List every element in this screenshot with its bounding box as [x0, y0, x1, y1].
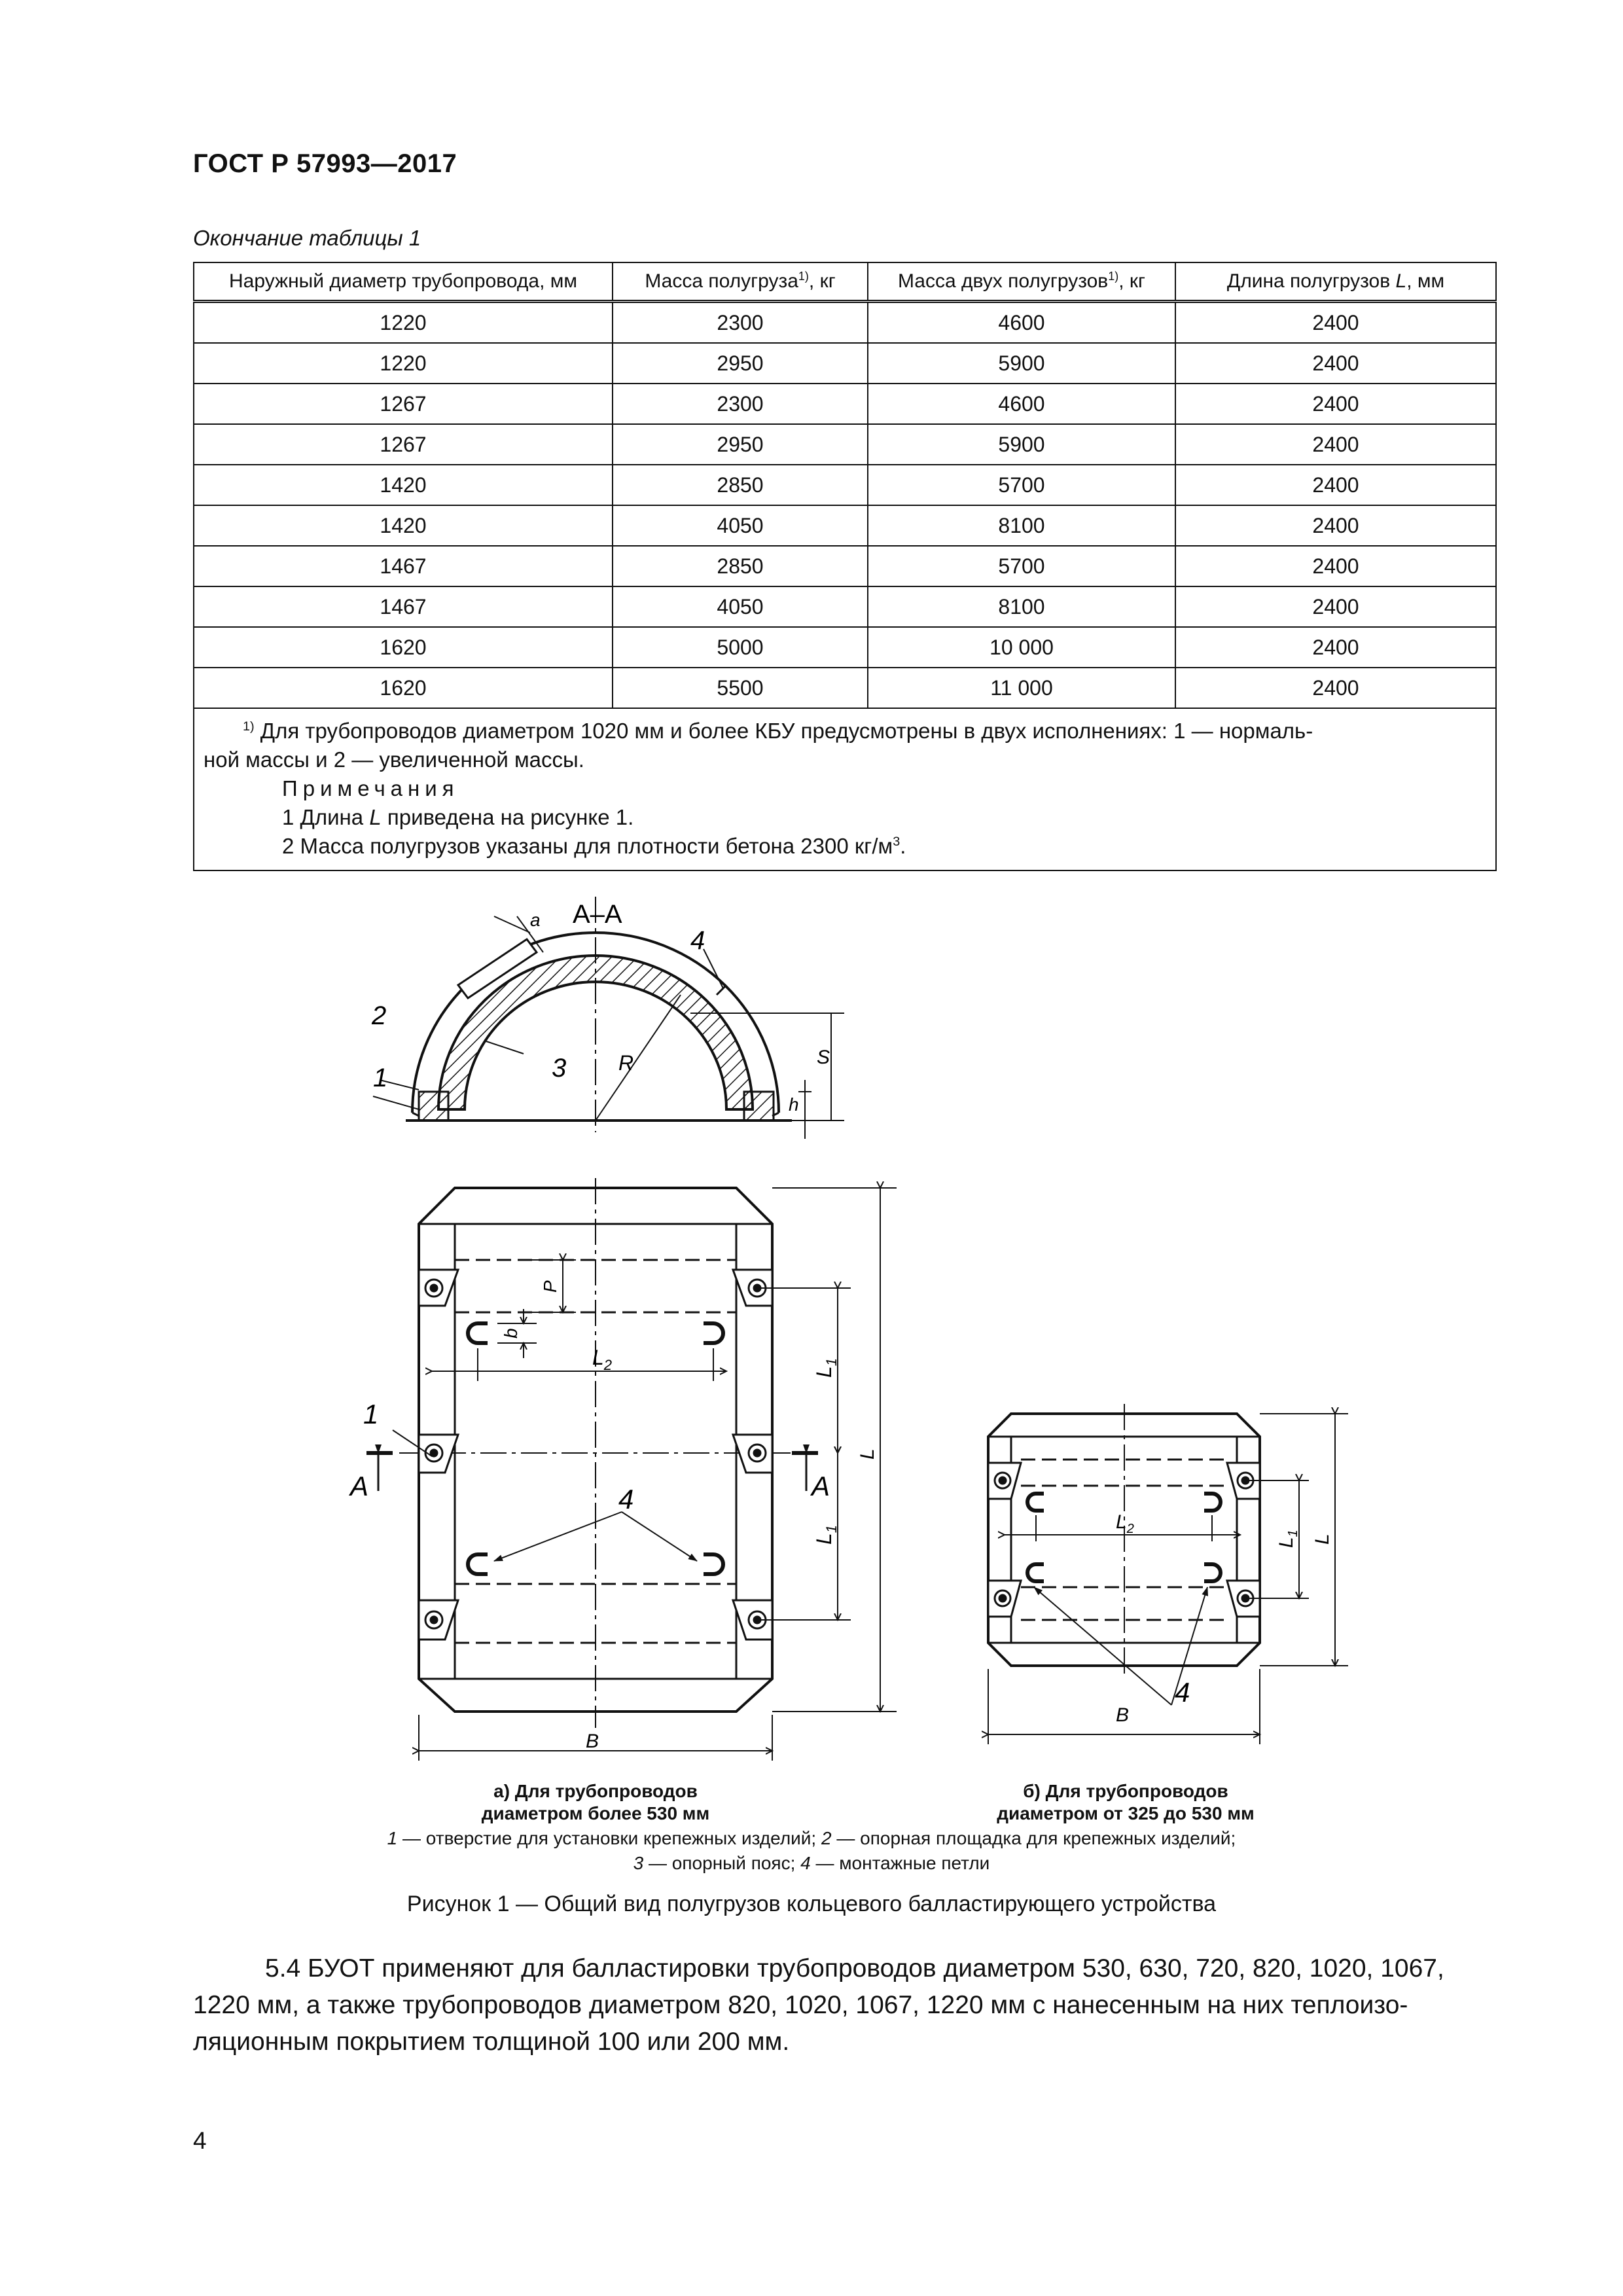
table-row: 1267 2950 5900 2400 [194, 424, 1496, 465]
dim-L-b: L [1311, 1534, 1333, 1545]
data-table [193, 262, 1497, 871]
dim-h: h [789, 1094, 799, 1115]
table-row: 1267 2300 4600 2400 [194, 384, 1496, 424]
dim-B-b: B [1116, 1704, 1130, 1726]
caption-b: б) Для трубопроводов диаметром от 325 до 530 мм [997, 1781, 1255, 1823]
dim-L2-b: $L_2$ [1116, 1511, 1134, 1536]
body-paragraph: 5.4 БУОТ применяют для балластировки трубопроводов диаметром 530, 630, 720, 820, 1020, 1067, 1220 мм, а также трубопроводов диаметром 820, 1020, 1067, 1220 мм с нанесенным на них теплоизо- ляционным покрытием толщиной 100 или 200 мм. [193, 1954, 1444, 2056]
table-row: 1620 5500 11 000 2400 [194, 668, 1496, 708]
table-row: 1467 4050 8100 2400 [194, 586, 1496, 627]
footnote-cont: ной массы и 2 — увеличенной массы. [204, 747, 584, 772]
header-mass-two: Масса двух полугрузов$^{1)}$, кг [868, 262, 1175, 302]
mounting-pad [733, 1435, 772, 1473]
dim-L2-a: $L_2$ [592, 1346, 613, 1373]
figure-legend: 1 — отверстие для установки крепежных изделий; 2 — опорная площадка для крепежных изделий; 3 — опорный пояс; 4 — монтажные петли [387, 1828, 1236, 1873]
caption-a: а) Для трубопроводов диаметром более 530 мм [481, 1781, 710, 1823]
figure-drawing [0, 877, 1623, 1820]
dim-L1-a-top: $L_1$ [812, 1357, 840, 1378]
label-4-plan: 4 [618, 1484, 634, 1515]
mounting-pad [988, 1463, 1021, 1499]
notes-title: Примечания [282, 776, 459, 800]
dim-b-a: b [501, 1328, 521, 1338]
note-1: 1 Длина L приведена на рисунке 1. [282, 805, 634, 829]
table-row: 1220 2300 4600 2400 [194, 302, 1496, 344]
header-diameter: Наружный диаметр трубопровода, мм [194, 262, 613, 302]
table-notes [194, 708, 1496, 870]
mounting-pad [419, 1600, 458, 1640]
document-header: ГОСТ Р 57993—2017 [193, 149, 457, 178]
dim-B-a: B [586, 1731, 599, 1752]
dim-L-a: L [857, 1448, 878, 1460]
footnote: $^{1)}$ Для трубопроводов диаметром 1020 мм и более КБУ предусмотрены в двух исполнениях: 1 — нормаль- [243, 719, 1313, 743]
section-view [373, 897, 844, 1139]
page-number: 4 [193, 2127, 207, 2154]
table-row: 1620 5000 10 000 2400 [194, 627, 1496, 668]
dim-L1-b: $L_1$ [1275, 1530, 1300, 1548]
dim-a: a [530, 910, 541, 930]
header-mass-half: Масса полугруза$^{1)}$, кг [613, 262, 868, 302]
dim-R: R [618, 1051, 634, 1075]
section-title: А–А [573, 900, 622, 929]
plan-view-a [399, 1178, 792, 1728]
dimensions-b [988, 1414, 1348, 1744]
label-A-right: A [812, 1471, 830, 1501]
table-notes-row [194, 708, 1496, 870]
header-length: Длина полугрузов L, мм [1175, 262, 1496, 302]
mounting-pad [419, 1270, 458, 1306]
label-1-section: 1 [373, 1064, 388, 1092]
figure-title: Рисунок 1 — Общий вид полугрузов кольцевого балластирующего устройства [406, 1892, 1217, 1916]
table-row: 1467 2850 5700 2400 [194, 546, 1496, 586]
mounting-pad [988, 1581, 1021, 1617]
table-header-row [194, 262, 1496, 302]
table-row: 1420 4050 8100 2400 [194, 505, 1496, 546]
note-2: 2 Масса полугрузов указаны для плотности бетона 2300 $кг/м^3$. [282, 834, 906, 858]
label-4-section: 4 [690, 926, 705, 955]
label-2-section: 2 [372, 1001, 387, 1030]
dim-P-a: P [540, 1280, 560, 1293]
dim-L1-a-bottom: $L_1$ [812, 1524, 840, 1545]
label-4-plan-b: 4 [1175, 1677, 1190, 1708]
label-3-section: 3 [552, 1054, 567, 1083]
table-row: 1220 2950 5900 2400 [194, 343, 1496, 384]
label-A-left: A [350, 1471, 369, 1501]
table-body [194, 302, 1496, 871]
label-1-plan: 1 [363, 1399, 379, 1429]
dim-S: S [817, 1047, 830, 1068]
mounting-pad [419, 1435, 458, 1473]
table-row: 1420 2850 5700 2400 [194, 465, 1496, 505]
table-caption: Окончание таблицы 1 [193, 226, 421, 250]
plan-view-b [988, 1404, 1260, 1676]
